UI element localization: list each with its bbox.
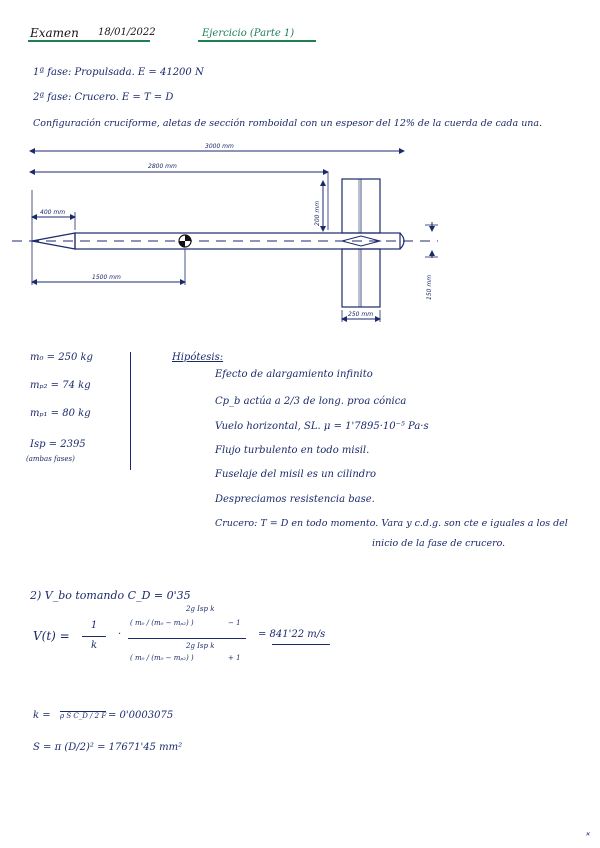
- header-right-underline: [198, 40, 316, 42]
- hypothesis-4: Flujo turbulento en todo misil.: [215, 445, 370, 456]
- hypothesis-5: Fuselaje del misil es un cilindro: [215, 469, 376, 480]
- numerator-inner: ( m₀ / (m₀ − mₚ₂) ): [130, 619, 194, 627]
- k-eq-lhs: k =: [33, 710, 51, 721]
- velocity-result: = 841'22 m/s: [258, 629, 326, 640]
- hypothesis-7: Crucero: T = D en todo momento. Vara y c.d.g. son cte e iguales a los del: [215, 518, 568, 529]
- solution-heading: 2) V_bo tomando C_D = 0'35: [30, 589, 191, 602]
- header-right-title: Ejercicio (Parte 1): [202, 28, 295, 39]
- dim-1500-label: 1500 mm: [92, 274, 121, 281]
- mass-mp1: mₚ₁ = 80 kg: [30, 408, 91, 419]
- hypothesis-3: Vuelo horizontal, SL. μ = 1'7895·10⁻⁵ Pa·s: [215, 421, 429, 432]
- dim-total-label: 3000 mm: [205, 143, 234, 150]
- numerator-minus-one: − 1: [228, 619, 241, 627]
- denominator-exponent: 2g Isp k: [186, 642, 215, 650]
- hypothesis-1: Efecto de alargamiento infinito: [215, 369, 373, 380]
- hypotheses-title: Hipótesis:: [172, 352, 224, 363]
- frac-1k-bar: [82, 636, 106, 637]
- configuration-text: Configuración cruciforme, aletas de sección romboidal con un espesor del 12% de la cuerda de cada una.: [33, 118, 543, 129]
- isp-value: Isp = 2395: [30, 439, 86, 450]
- frac-k: k: [90, 640, 98, 651]
- isp-note: (ambas fases): [26, 455, 75, 463]
- hypothesis-2: Cp_b actúa a 2/3 de long. proa cónica: [215, 396, 407, 407]
- corner-mark: ✕: [585, 831, 591, 838]
- frac-one: 1: [90, 620, 98, 631]
- missile-diagram: [0, 130, 600, 470]
- dim-200-label: 200 mm: [314, 200, 321, 226]
- k-eq-sqrt-fraction: ρ S C_D / 2 F: [60, 712, 107, 720]
- hypothesis-7-continued: inicio de la fase de crucero.: [372, 538, 506, 549]
- dim-400-label: 400 mm: [40, 209, 66, 216]
- s-eq: S = π (D/2)² = 17671'45 mm²: [33, 742, 183, 753]
- header-left-title: Examen: [30, 26, 79, 40]
- denominator-inner: ( m₀ / (m₀ − mₚ₂) ): [130, 654, 194, 662]
- numerator-exponent: 2g Isp k: [186, 605, 215, 613]
- center-of-gravity-icon: [179, 235, 191, 247]
- header-date: 18/01/2022: [98, 27, 156, 38]
- phase-2-line: 2ª fase: Crucero. E = T = D: [33, 92, 174, 103]
- big-fraction-bar: [128, 638, 246, 639]
- dim-150-label: 150 mm: [426, 274, 433, 300]
- header-left-underline: [28, 40, 150, 42]
- dim-250-label: 250 mm: [348, 311, 374, 318]
- hypothesis-6: Despreciamos resistencia base.: [215, 494, 375, 505]
- k-eq-value: = 0'0003075: [108, 710, 174, 721]
- mass-m0: m₀ = 250 kg: [30, 352, 93, 363]
- masses-divider: [130, 352, 131, 470]
- dim-2800-label: 2800 mm: [148, 163, 177, 170]
- result-underline: [272, 644, 330, 645]
- denominator-plus-one: + 1: [228, 654, 241, 662]
- phase-1-line: 1ª fase: Propulsada. E = 41200 N: [33, 67, 204, 78]
- mass-mp2: mₚ₂ = 74 kg: [30, 380, 91, 391]
- multiply-dot: ·: [118, 629, 122, 640]
- velocity-lhs: V(t) =: [33, 629, 70, 643]
